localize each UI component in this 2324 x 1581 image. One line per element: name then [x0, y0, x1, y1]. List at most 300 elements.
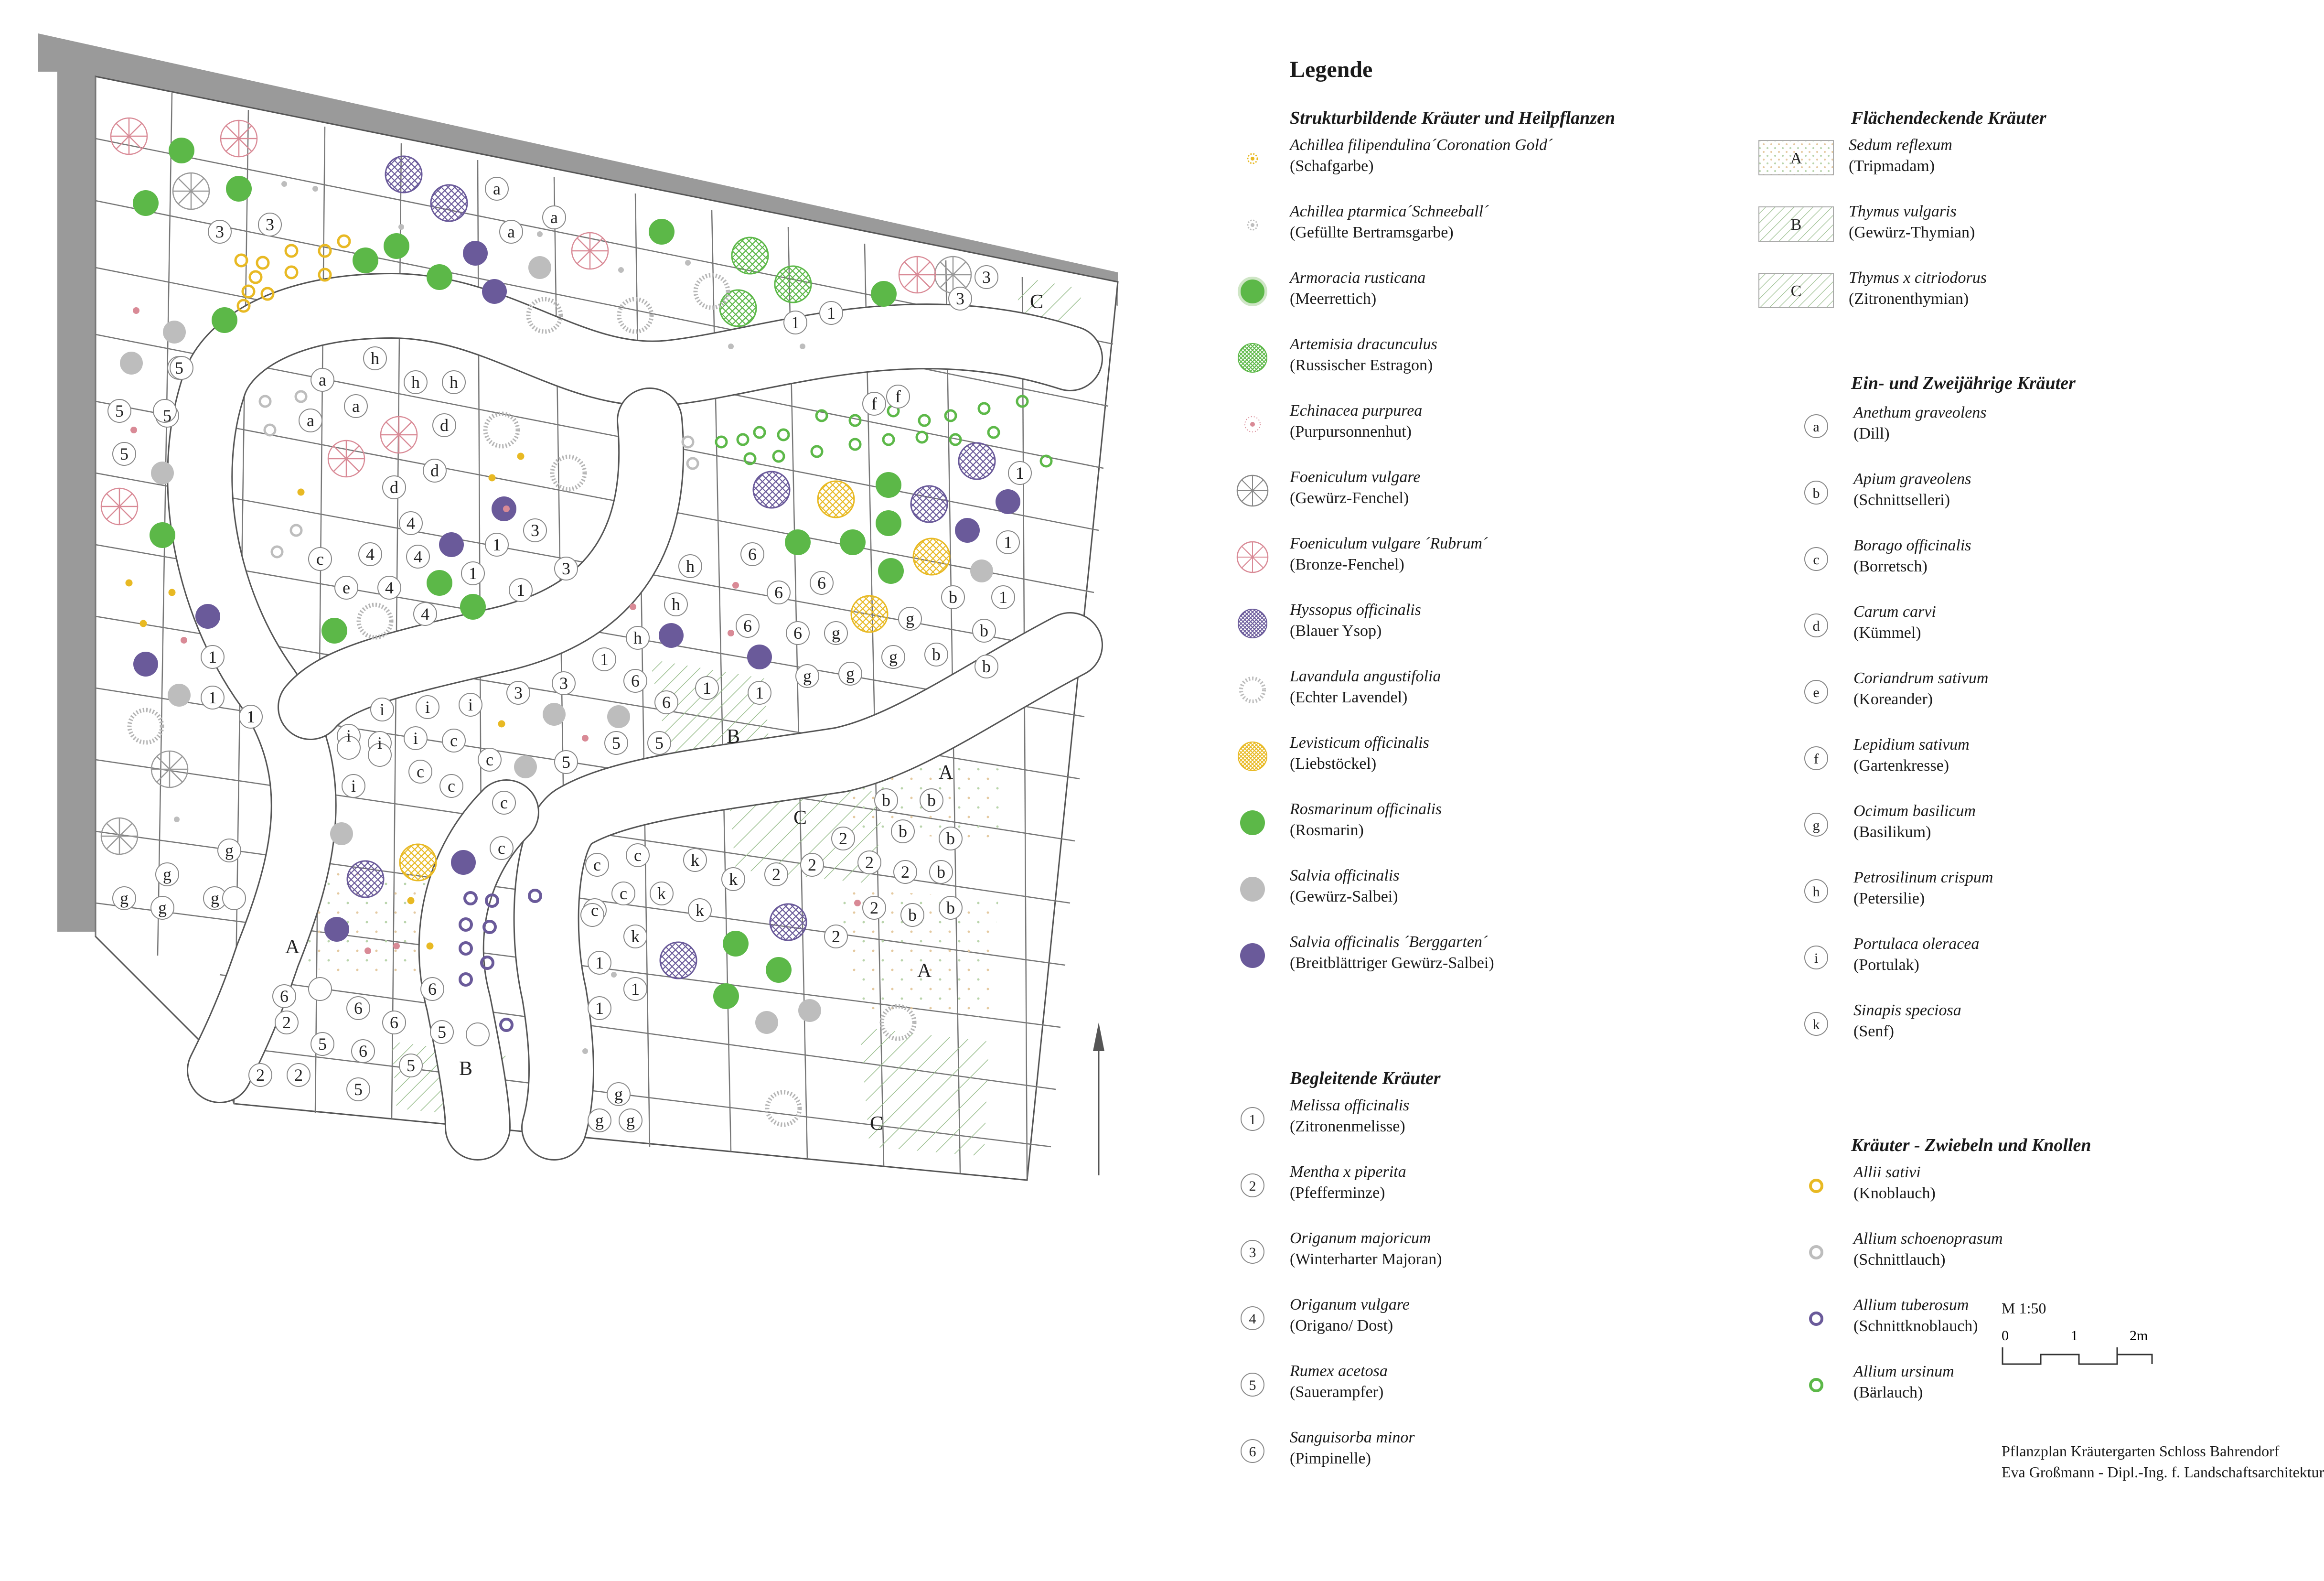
plant-rosmarin	[427, 570, 452, 596]
svg-text:c: c	[448, 776, 455, 796]
plant-rosmarin	[766, 957, 792, 983]
svg-text:i: i	[351, 776, 356, 796]
latin-name: Thymus x citriodorus	[1849, 269, 1987, 287]
svg-text:1: 1	[1249, 1112, 1256, 1128]
svg-text:5: 5	[115, 401, 124, 420]
svg-text:g: g	[614, 1085, 623, 1104]
svg-text:b: b	[949, 588, 957, 607]
plant-symbol-icon	[1232, 139, 1273, 179]
latin-name: Rumex acetosa	[1290, 1362, 1388, 1380]
svg-text:a: a	[507, 222, 515, 241]
plant-symbol-icon	[1232, 471, 1273, 511]
svg-text:g: g	[211, 889, 219, 908]
plant-symbol-icon	[1232, 205, 1273, 245]
svg-text:2: 2	[832, 927, 840, 946]
plant-salbei-berggarten	[133, 652, 158, 677]
svg-text:A: A	[938, 762, 953, 784]
plant-symbol-icon	[1796, 1299, 1836, 1339]
svg-text:b: b	[946, 898, 955, 917]
plant-symbol-icon	[1232, 537, 1273, 577]
plant-symbol-icon	[1232, 404, 1273, 444]
plant-salbei-berggarten	[747, 645, 772, 669]
svg-text:b: b	[908, 905, 917, 925]
section-title-struktur: Strukturbildende Kräuter und Heilpflanzen	[1290, 108, 1615, 128]
latin-name: Thymus vulgaris	[1849, 203, 1957, 220]
svg-text:i: i	[468, 695, 473, 714]
area-swatch-icon	[1758, 139, 1834, 179]
common-name: (Basilikum)	[1853, 823, 1931, 841]
latin-name: Portulaca oleracea	[1853, 935, 1980, 953]
common-name: (Origano/ Dost)	[1290, 1317, 1393, 1334]
svg-text:5: 5	[175, 358, 183, 377]
section-title-einjaehrig: Ein- und Zweijährige Kräuter	[1851, 373, 2076, 393]
svg-text:c: c	[498, 839, 505, 858]
section-title-begleitend: Begleitende Kräuter	[1290, 1068, 1441, 1088]
svg-text:A: A	[917, 960, 932, 982]
svg-text:i: i	[1814, 950, 1819, 966]
svg-text:g: g	[889, 647, 898, 667]
plant-salbei	[163, 321, 186, 344]
common-name: (Tripmadam)	[1849, 157, 1935, 175]
plant-salbei	[607, 705, 630, 728]
plant-ysop	[911, 486, 947, 522]
common-name: (Gartenkresse)	[1853, 757, 1949, 774]
svg-text:5: 5	[120, 444, 129, 463]
svg-text:1: 1	[469, 564, 477, 583]
svg-text:5: 5	[354, 1080, 363, 1099]
plant-rosmarin	[353, 247, 378, 273]
svg-text:i: i	[346, 726, 352, 745]
svg-text:h: h	[371, 349, 379, 368]
common-name: (Rosmarin)	[1290, 821, 1364, 839]
plant-symbol-icon	[1232, 936, 1273, 976]
svg-text:k: k	[696, 901, 704, 920]
latin-name: Salvia officinalis ´Berggarten´	[1290, 933, 1488, 951]
svg-text:g: g	[225, 841, 234, 860]
svg-text:1: 1	[1004, 533, 1012, 552]
svg-text:2: 2	[294, 1065, 303, 1085]
plant-symbol-icon	[1796, 805, 1836, 845]
common-name: (Knoblauch)	[1853, 1184, 1936, 1202]
svg-text:1: 1	[595, 953, 604, 972]
latin-name: Salvia officinalis	[1290, 867, 1400, 884]
svg-text:3: 3	[562, 559, 570, 578]
svg-text:c: c	[620, 884, 627, 903]
svg-text:a: a	[493, 179, 501, 198]
latin-name: Coriandrum sativum	[1853, 669, 1989, 687]
svg-text:b: b	[937, 862, 945, 882]
plant-rosmarin	[713, 983, 739, 1009]
latin-name: Hyssopus officinalis	[1290, 601, 1421, 619]
svg-text:6: 6	[748, 545, 757, 564]
svg-text:B: B	[459, 1058, 473, 1080]
scale-bar	[2002, 1300, 2174, 1378]
plant-rosmarin	[649, 219, 675, 245]
svg-text:g: g	[163, 865, 171, 884]
svg-text:g: g	[832, 624, 840, 643]
svg-text:h: h	[450, 373, 458, 392]
plant-ysop	[660, 942, 696, 979]
svg-text:5: 5	[562, 753, 570, 772]
plant-symbol-icon	[1796, 937, 1836, 978]
latin-name: Foeniculum vulgare	[1290, 468, 1421, 486]
latin-name: Origanum majoricum	[1290, 1229, 1431, 1247]
svg-text:1: 1	[208, 688, 217, 707]
svg-text:b: b	[899, 822, 907, 841]
svg-text:h: h	[686, 557, 695, 576]
common-name: (Pimpinelle)	[1290, 1450, 1371, 1467]
plant-liebstoeckel	[818, 481, 854, 517]
latin-name: Mentha x piperita	[1290, 1163, 1406, 1181]
svg-text:c: c	[593, 855, 601, 874]
svg-text:d: d	[390, 478, 398, 497]
common-name: (Bärlauch)	[1853, 1384, 1923, 1401]
common-name: (Schnittselleri)	[1853, 491, 1950, 509]
plant-symbol-icon	[1232, 1232, 1273, 1272]
svg-text:2: 2	[839, 829, 847, 848]
plant-symbol-icon	[1232, 271, 1273, 312]
plant-liebstoeckel	[913, 538, 950, 575]
common-name: (Schnittlauch)	[1853, 1251, 1946, 1269]
common-name: (Winterharter Majoran)	[1290, 1250, 1442, 1268]
svg-text:5: 5	[407, 1056, 415, 1075]
latin-name: Petrosilinum crispum	[1853, 869, 1993, 886]
common-name: (Gewürz-Thymian)	[1849, 224, 1975, 241]
plant-symbol-icon	[1232, 1165, 1273, 1205]
plant-rosmarin	[169, 138, 194, 163]
svg-text:6: 6	[359, 1042, 367, 1061]
svg-text:b: b	[946, 829, 955, 848]
svg-text:c: c	[500, 793, 508, 812]
svg-text:1: 1	[631, 979, 640, 999]
latin-name: Armoracia rusticana	[1290, 269, 1426, 287]
svg-text:f: f	[1814, 751, 1819, 767]
common-name: (Pfefferminze)	[1290, 1184, 1385, 1202]
plant-rosmarin	[321, 618, 347, 644]
svg-text:5: 5	[318, 1034, 327, 1054]
plant-rosmarin	[150, 522, 175, 548]
svg-text:i: i	[425, 698, 430, 717]
svg-text:c: c	[591, 901, 599, 920]
credit-title: Pflanzplan Kräutergarten Schloss Bahrendorf	[2002, 1442, 2280, 1460]
plant-symbol-icon	[1796, 1365, 1836, 1405]
plant-ysop	[753, 472, 790, 508]
plant-salbei-berggarten	[463, 241, 488, 266]
svg-text:6: 6	[631, 671, 640, 690]
svg-text:2: 2	[256, 1065, 265, 1085]
plant-liebstoeckel	[851, 596, 888, 632]
plant-salbei-berggarten	[996, 489, 1020, 514]
plant-symbol-icon	[1796, 1004, 1836, 1044]
common-name: (Purpursonnenhut)	[1290, 423, 1412, 441]
svg-text:3: 3	[266, 215, 274, 234]
plant-symbol-icon	[1796, 1232, 1836, 1272]
svg-text:6: 6	[793, 624, 802, 643]
svg-text:1: 1	[827, 303, 835, 323]
common-name: (Gewürz-Salbei)	[1290, 888, 1398, 905]
legend-title: Legende	[1290, 57, 1373, 82]
svg-text:k: k	[729, 870, 738, 889]
svg-text:2: 2	[282, 1013, 291, 1032]
svg-text:2: 2	[901, 862, 910, 882]
scale-tick-2: 2m	[2130, 1328, 2148, 1344]
common-name: (Portulak)	[1853, 956, 1919, 974]
svg-text:B: B	[726, 726, 740, 748]
plant-symbol-icon	[1232, 1431, 1273, 1471]
common-name: (Dill)	[1853, 425, 1890, 442]
svg-text:i: i	[377, 733, 383, 753]
svg-text:d: d	[440, 416, 449, 435]
svg-text:C: C	[1029, 291, 1044, 313]
plant-rosmarin	[785, 529, 811, 555]
svg-text:C: C	[1790, 282, 1802, 300]
latin-name: Melissa officinalis	[1290, 1097, 1410, 1114]
svg-text:6: 6	[774, 583, 783, 602]
common-name: (Bronze-Fenchel)	[1290, 556, 1404, 573]
svg-text:1: 1	[208, 647, 217, 667]
svg-text:b: b	[980, 621, 988, 640]
svg-text:4: 4	[366, 545, 375, 564]
svg-text:3: 3	[559, 674, 568, 693]
credits-block	[2002, 1441, 2324, 1483]
plant-symbol-icon	[1232, 803, 1273, 843]
svg-text:g: g	[120, 889, 129, 908]
plant-rosmarin	[427, 264, 452, 290]
plant-ysop	[431, 185, 467, 221]
plant-symbol-icon	[1796, 871, 1836, 911]
scale-bar-graphic	[2002, 1326, 2174, 1378]
svg-text:5: 5	[655, 733, 664, 753]
latin-name: Sanguisorba minor	[1290, 1429, 1415, 1446]
svg-text:1: 1	[703, 678, 711, 698]
plant-salbei-berggarten	[955, 518, 980, 543]
plant-liebstoeckel	[400, 844, 436, 881]
plant-symbol-icon	[1232, 603, 1273, 644]
latin-name: Lavandula angustifolia	[1290, 667, 1441, 685]
plant-salbei	[755, 1011, 778, 1034]
plant-rosmarin	[226, 176, 252, 202]
plant-rosmarin	[723, 931, 749, 957]
latin-name: Achillea ptarmica´Schneeball´	[1290, 203, 1489, 220]
common-name: (Gewürz-Fenchel)	[1290, 489, 1409, 507]
svg-text:6: 6	[743, 616, 752, 635]
plant-ysop	[347, 861, 384, 897]
svg-text:a: a	[307, 411, 314, 430]
latin-name: Achillea filipendulina´Coronation Gold´	[1290, 136, 1553, 154]
section-title-zwiebeln: Kräuter - Zwiebeln und Knollen	[1851, 1135, 2091, 1155]
svg-text:a: a	[550, 208, 558, 227]
svg-text:h: h	[411, 373, 420, 392]
svg-text:1: 1	[791, 313, 800, 332]
plant-symbol-icon	[1232, 1298, 1273, 1338]
plant-symbol-icon	[1232, 338, 1273, 378]
plant-symbol-icon	[1796, 406, 1836, 446]
plant-salbei-berggarten	[195, 604, 220, 629]
common-name: (Echter Lavendel)	[1290, 688, 1408, 706]
plant-rosmarin	[840, 529, 866, 555]
svg-text:g: g	[595, 1111, 604, 1130]
plant-salbei-berggarten	[482, 279, 507, 304]
area-swatch-icon	[1758, 205, 1834, 245]
svg-text:a: a	[1813, 419, 1820, 435]
svg-text:5: 5	[438, 1022, 446, 1042]
svg-text:g: g	[846, 664, 855, 683]
latin-name: Echinacea purpurea	[1290, 402, 1423, 419]
svg-text:i: i	[379, 700, 385, 719]
plant-rosmarin	[876, 510, 901, 536]
svg-text:1: 1	[516, 581, 525, 600]
svg-text:f: f	[871, 394, 877, 413]
plant-estragon	[775, 266, 811, 302]
svg-text:k: k	[631, 927, 640, 946]
north-arrow-icon	[1093, 1022, 1104, 1175]
svg-text:b: b	[982, 657, 991, 676]
svg-text:6: 6	[662, 693, 671, 712]
svg-text:2: 2	[1249, 1178, 1256, 1194]
plant-rosmarin	[212, 307, 237, 333]
plant-rosmarin	[133, 190, 159, 216]
credit-author: Eva Großmann - Dipl.-Ing. f. Landschaftsarchitektur	[2002, 1463, 2324, 1481]
common-name: (Gefüllte Bertramsgarbe)	[1290, 224, 1454, 241]
common-name: (Sauerampfer)	[1290, 1383, 1384, 1401]
svg-text:1: 1	[595, 999, 604, 1018]
svg-text:d: d	[430, 461, 439, 480]
plant-salbei	[330, 822, 353, 845]
svg-text:1: 1	[999, 588, 1007, 607]
svg-text:4: 4	[414, 547, 422, 566]
svg-text:6: 6	[428, 979, 437, 999]
svg-text:h: h	[1812, 884, 1820, 900]
legend-panel	[1232, 0, 2324, 1581]
svg-text:1: 1	[600, 650, 609, 669]
scale-tick-0: 0	[2002, 1328, 2009, 1344]
svg-text:1: 1	[1016, 463, 1024, 483]
svg-text:1: 1	[246, 707, 255, 726]
common-name: (Borretsch)	[1853, 558, 1928, 575]
svg-text:6: 6	[817, 573, 826, 592]
svg-text:1: 1	[755, 683, 764, 702]
svg-text:5: 5	[163, 406, 171, 425]
plant-salbei-berggarten	[659, 623, 684, 648]
scale-tick-1: 1	[2071, 1328, 2078, 1344]
common-name: (Petersilie)	[1853, 890, 1925, 907]
svg-text:5: 5	[612, 733, 621, 753]
plant-symbol-icon	[1796, 738, 1836, 778]
plant-salbei	[151, 462, 174, 484]
latin-name: Lepidium sativum	[1853, 736, 1970, 753]
latin-name: Sinapis speciosa	[1853, 1001, 1961, 1019]
svg-text:3: 3	[982, 268, 991, 287]
plant-ysop	[386, 156, 422, 193]
svg-text:2: 2	[808, 855, 816, 874]
latin-name: Allium tuberosum	[1853, 1296, 1969, 1314]
svg-text:g: g	[803, 667, 812, 686]
latin-name: Allii sativi	[1853, 1163, 1921, 1181]
common-name: (Russischer Estragon)	[1290, 356, 1433, 374]
svg-text:C: C	[793, 807, 807, 829]
svg-text:h: h	[633, 628, 642, 647]
plant-symbol-icon	[1232, 1365, 1273, 1405]
latin-name: Sedum reflexum	[1849, 136, 1952, 154]
svg-text:g: g	[626, 1111, 635, 1130]
common-name: (Blauer Ysop)	[1290, 622, 1382, 640]
svg-text:c: c	[450, 731, 458, 750]
common-name: (Zitronenmelisse)	[1290, 1118, 1405, 1135]
svg-text:1: 1	[493, 535, 501, 554]
common-name: (Schafgarbe)	[1290, 157, 1374, 175]
svg-text:k: k	[691, 850, 699, 870]
svg-text:A: A	[1790, 150, 1802, 167]
svg-text:c: c	[417, 762, 424, 781]
ground-cover-C	[860, 1027, 989, 1156]
plant-symbol-icon	[1232, 869, 1273, 909]
common-name: (Breitblättriger Gewürz-Salbei)	[1290, 954, 1494, 972]
plant-symbol-icon	[1796, 1166, 1836, 1206]
plant-symbol-icon	[1232, 1099, 1273, 1139]
svg-text:C: C	[869, 1113, 884, 1135]
plant-ysop	[959, 443, 995, 479]
common-name: (Kümmel)	[1853, 624, 1921, 642]
latin-name: Allium schoenoprasum	[1853, 1230, 2003, 1248]
plant-salbei	[120, 352, 143, 375]
plant-salbei-berggarten	[324, 917, 349, 942]
svg-text:3: 3	[531, 521, 539, 540]
svg-text:f: f	[895, 387, 901, 406]
latin-name: Carum carvi	[1853, 603, 1936, 621]
svg-text:6: 6	[354, 999, 363, 1018]
latin-name: Borago officinalis	[1853, 537, 1971, 554]
svg-text:4: 4	[1249, 1311, 1256, 1327]
plant-symbol-icon	[1796, 672, 1836, 712]
svg-text:c: c	[634, 846, 642, 865]
svg-text:6: 6	[390, 1013, 398, 1032]
plant-salbei	[514, 755, 537, 778]
svg-text:b: b	[1812, 485, 1820, 501]
plant-rosmarin	[460, 594, 486, 620]
scale-ratio: M 1:50	[2002, 1300, 2046, 1317]
svg-text:h: h	[672, 595, 680, 614]
svg-text:6: 6	[1249, 1444, 1256, 1460]
svg-text:4: 4	[407, 514, 415, 533]
svg-text:c: c	[316, 549, 324, 569]
svg-text:e: e	[1813, 685, 1820, 700]
latin-name: Anethum graveolens	[1853, 404, 1987, 421]
plant-rosmarin	[876, 472, 901, 498]
plant-estragon	[732, 237, 768, 274]
section-title-flaechen: Flächendeckende Kräuter	[1851, 108, 2046, 128]
plant-symbol-icon	[1232, 736, 1273, 776]
plant-salbei-berggarten	[451, 850, 476, 875]
common-name: (Meerrettich)	[1290, 290, 1377, 308]
svg-text:a: a	[352, 397, 360, 416]
svg-text:4: 4	[421, 604, 429, 624]
svg-text:i: i	[413, 729, 418, 748]
latin-name: Apium graveolens	[1853, 470, 1971, 488]
svg-text:g: g	[906, 609, 914, 628]
svg-text:k: k	[657, 884, 666, 903]
svg-text:k: k	[1812, 1017, 1820, 1032]
svg-text:6: 6	[280, 987, 289, 1006]
svg-text:b: b	[882, 791, 890, 810]
svg-text:e: e	[343, 578, 350, 597]
common-name: (Koreander)	[1853, 690, 1933, 708]
svg-text:B: B	[1790, 216, 1802, 234]
plant-salbei-berggarten	[439, 532, 464, 557]
svg-text:g: g	[158, 898, 167, 917]
area-swatch-icon	[1758, 271, 1834, 312]
plant-salbei	[528, 256, 551, 279]
svg-text:2: 2	[865, 853, 874, 872]
